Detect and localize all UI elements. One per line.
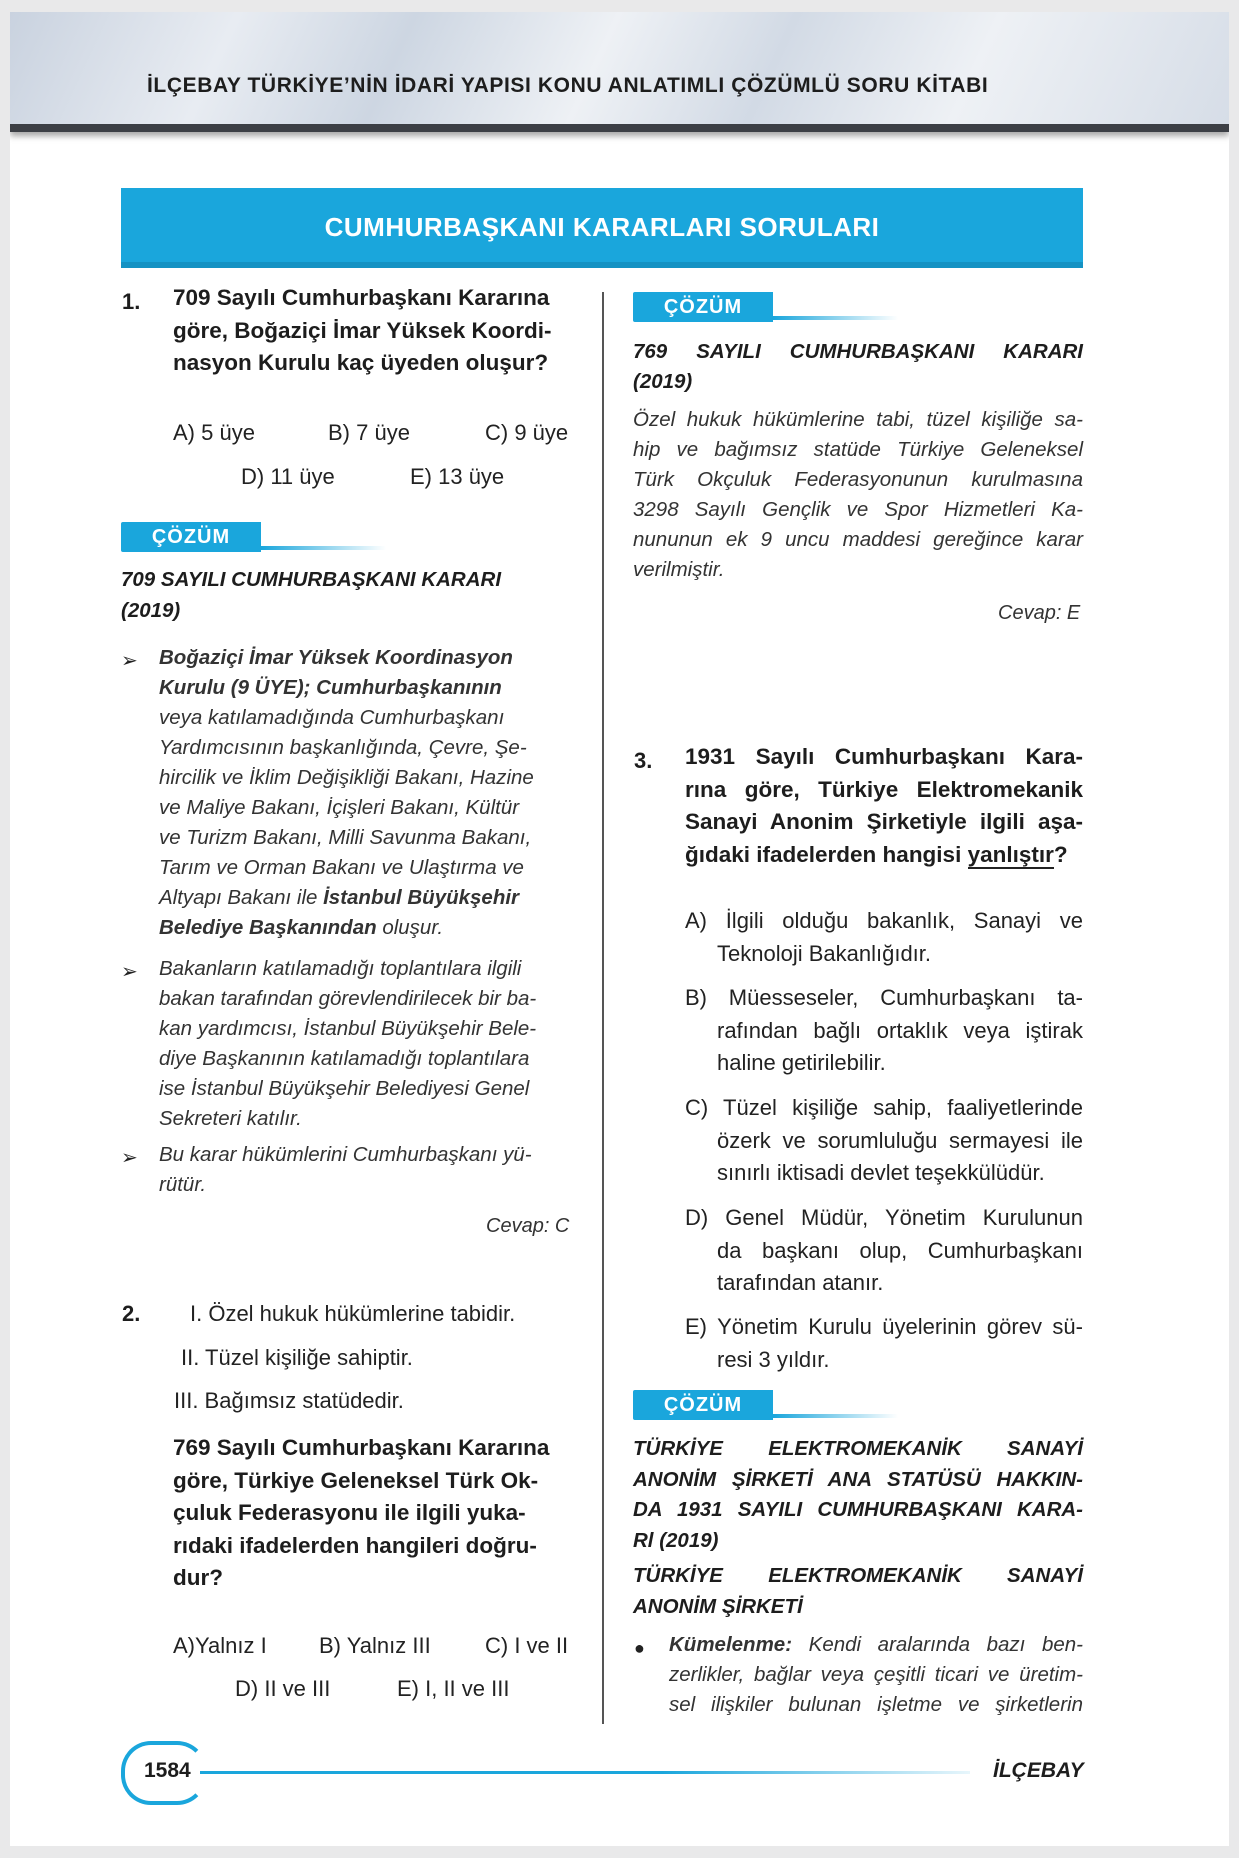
option-line: D) Genel Müdür, Yönetim Kurulunun	[685, 1205, 1083, 1230]
bullet-line: Sekreteri katılır.	[159, 1107, 302, 1130]
q3-option-d[interactable]	[685, 1202, 1083, 1300]
bullet-line: diye Başkanının katılamadığı toplantılara	[159, 1047, 530, 1070]
solution-badge-label: ÇÖZÜM	[663, 296, 743, 318]
bullet-line: ve Turizm Bakanı, Milli Savunma Bakanı,	[159, 826, 532, 849]
question-3-line	[685, 839, 1083, 872]
option-line: özerk ve sorumluluğu sermayesi ile	[717, 1127, 1083, 1153]
q2-option-e[interactable]: E) I, II ve III	[397, 1676, 510, 1701]
bullet-line: bakan tarafından görevlendirilecek bir ba-	[159, 987, 537, 1010]
heading-line: 769 SAYILI CUMHURBAŞKANI KARARI	[633, 340, 1083, 363]
option-line: haline getirilebilir.	[717, 1050, 886, 1075]
question-2-line: dur?	[173, 1565, 223, 1590]
q1-option-a[interactable]: A) 5 üye	[173, 420, 255, 445]
question-2-line: rıdaki ifadelerden hangileri doğru-	[173, 1532, 537, 1558]
plain-text: Altyapı Bakanı ile	[159, 886, 324, 909]
plain-text: ?	[1053, 841, 1068, 867]
heading-line: 709 SAYILI CUMHURBAŞKANI KARARI	[121, 568, 502, 591]
bold-text: Belediye Başkanından	[159, 916, 377, 939]
bullet-line	[159, 913, 583, 943]
heading-line: ANONİM ŞİRKETİ ANA STATÜSÜ HAKKIN-	[633, 1467, 1083, 1491]
q3-option-c[interactable]	[685, 1092, 1083, 1190]
q2-solution-heading-year	[633, 367, 1083, 398]
solution-badge-label: ÇÖZÜM	[663, 1394, 743, 1416]
q1-option-c[interactable]: C) 9 üye	[485, 420, 569, 445]
solution-line: verilmiştir.	[633, 558, 725, 581]
solution-badge-tail	[261, 546, 386, 550]
solution-line: hip ve bağımsız statüde Türkiye Geleneksel	[633, 438, 1083, 461]
option-line: sınırlı iktisadi devlet teşekkülüdür.	[717, 1160, 1045, 1185]
bullet-line: ve Maliye Bakanı, İçişleri Bakanı, Kültür	[159, 796, 520, 819]
q1-bullet-3	[159, 1140, 583, 1200]
bullet-line: hircilik ve İklim Değişikliği Bakanı, Hazine	[159, 766, 534, 789]
underlined-keyword: yanlıştır	[967, 841, 1054, 867]
question-1-line: nasyon Kurulu kaç üyeden oluşur?	[173, 350, 549, 375]
option-line: Teknoloji Bakanlığıdır.	[717, 940, 932, 966]
section-title: CUMHURBAŞKANI KARARLARI SORULARI	[324, 212, 880, 242]
bullet-line: Bu karar hükümlerini Cumhurbaşkanı yü-	[159, 1143, 532, 1166]
plain-text: ğıdaki ifadelerden hangisi	[685, 841, 968, 867]
q1-option-b[interactable]: B) 7 üye	[328, 420, 410, 445]
bullet-line	[669, 1630, 1083, 1660]
solution-line: Özel hukuk hükümlerine tabi, tüzel kişiliğe sa-	[633, 408, 1083, 431]
bullet-line	[159, 673, 583, 703]
solution-line: 3298 Sayılı Gençlik ve Spor Hizmetleri Ka-	[633, 498, 1083, 521]
solution-badge-label: ÇÖZÜM	[151, 526, 231, 548]
bullet-line	[159, 643, 583, 673]
q3-option-b[interactable]	[685, 982, 1083, 1080]
section-header	[121, 188, 1083, 268]
q3-option-e[interactable]	[685, 1311, 1083, 1376]
book-title: İLÇEBAY TÜRKİYE’NİN İDARİ YAPISI KONU ANLATIMLI ÇÖZÜMLÜ SORU KİTABI	[147, 74, 989, 97]
bold-text: Kurulu (9 ÜYE); Cumhurbaşkanının	[159, 676, 502, 699]
q1-answer: Cevap: C	[486, 1215, 570, 1237]
q1-option-d[interactable]: D) 11 üye	[241, 464, 335, 489]
option-line: rafından bağlı ortaklık veya iştirak	[717, 1017, 1083, 1043]
question-2-text	[173, 1432, 583, 1595]
q1-bullet-2	[159, 954, 583, 1134]
q2-option-c[interactable]: C) I ve II	[485, 1633, 569, 1658]
bullet-line	[159, 883, 583, 913]
q2-statement-2: II. Tüzel kişiliğe sahiptir.	[181, 1345, 413, 1370]
option-line: B) Müesseseler, Cumhurbaşkanı ta-	[685, 985, 1083, 1010]
bullet-line: Tarım ve Orman Bakanı ve Ulaştırma ve	[159, 856, 524, 879]
question-1-number: 1.	[122, 289, 141, 314]
solution-line: nununun ek 9 uncu maddesi gereğince karar	[633, 528, 1083, 551]
q2-option-a[interactable]: A)Yalnız I	[173, 1633, 267, 1658]
q2-statement-3: III. Bağımsız statüdedir.	[174, 1388, 404, 1413]
q2-option-d[interactable]: D) II ve III	[235, 1676, 331, 1701]
arrow-bullet-icon: ➢	[121, 650, 138, 672]
heading-line: (2019)	[633, 370, 693, 393]
option-line: tarafından atanır.	[717, 1270, 884, 1295]
q3-solution-heading-1	[633, 1434, 1083, 1556]
question-3-text	[685, 741, 1083, 871]
plain-text: oluşur.	[376, 916, 444, 939]
bold-term: Kümelenme:	[669, 1633, 793, 1656]
heading-line: TÜRKİYE ELEKTROMEKANİK SANAYİ	[633, 1437, 1083, 1460]
bullet-line: Bakanların katılamadığı toplantılara ilgili	[159, 957, 522, 980]
bullet-line: rütür.	[159, 1173, 207, 1196]
bullet-line: sel ilişkiler bulunan işletme ve şirketlerin	[669, 1693, 1083, 1716]
heading-line: DA 1931 SAYILI CUMHURBAŞKANI KARA-	[633, 1498, 1083, 1521]
solution-badge-tail	[773, 1414, 898, 1418]
option-line: resi 3 yıldır.	[717, 1346, 830, 1372]
option-line: A) İlgili olduğu bakanlık, Sanayi ve	[685, 908, 1083, 933]
bullet-line: veya katılamadığında Cumhurbaşkanı	[159, 706, 505, 729]
question-3-line: Sanayi Anonim Şirketiyle ilgili aşa-	[685, 809, 1083, 834]
option-line: C) Tüzel kişiliğe sahip, faaliyetlerinde	[685, 1095, 1083, 1120]
bullet-line: Yardımcısının başkanlığında, Çevre, Şe-	[159, 736, 527, 759]
q3-solution-heading-2	[633, 1561, 1083, 1622]
q2-statement-1: I. Özel hukuk hükümlerine tabidir.	[190, 1301, 516, 1326]
q3-option-a[interactable]	[685, 905, 1083, 970]
arrow-bullet-icon: ➢	[121, 961, 138, 983]
question-3-number: 3.	[634, 748, 653, 773]
heading-line: TÜRKİYE ELEKTROMEKANİK SANAYİ	[633, 1564, 1083, 1587]
heading-line: (2019)	[121, 598, 181, 622]
dot-bullet-icon: ●	[634, 1638, 645, 1658]
bold-text: Boğaziçi İmar Yüksek Koordinasyon	[159, 646, 513, 669]
bullet-line: ise İstanbul Büyükşehir Belediyesi Genel	[159, 1077, 530, 1100]
footer-brand: İLÇEBAY	[993, 1759, 1084, 1782]
option-line: da başkanı olup, Cumhurbaşkanı	[717, 1237, 1083, 1263]
solution-line: Türk Okçuluk Federasyonunun kurulmasına	[633, 468, 1083, 491]
top-banner	[10, 12, 1229, 132]
page-number: 1584	[144, 1759, 191, 1782]
footer-rule	[200, 1771, 970, 1774]
question-1-text	[173, 282, 583, 380]
question-1-line: göre, Boğaziçi İmar Yüksek Koordi-	[173, 317, 552, 343]
q3-solution-bullet	[669, 1630, 1083, 1720]
question-2-line: 769 Sayılı Cumhurbaşkanı Kararına	[173, 1435, 550, 1460]
question-2-number: 2.	[122, 1301, 141, 1326]
question-3-line: rına göre, Türkiye Elektromekanik	[685, 776, 1083, 802]
q2-answer: Cevap: E	[998, 602, 1081, 624]
q1-option-e[interactable]: E) 13 üye	[410, 464, 505, 489]
option-line: E) Yönetim Kurulu üyelerinin görev sü-	[685, 1314, 1083, 1339]
bullet-line: kan yardımcısı, İstanbul Büyükşehir Bele-	[159, 1017, 537, 1040]
heading-line: ANONİM ŞİRKETİ	[633, 1594, 803, 1618]
bold-text: İstanbul Büyükşehir	[323, 886, 520, 909]
heading-line: Rl (2019)	[633, 1528, 719, 1552]
q1-bullet-1	[159, 643, 583, 943]
q3-solution-badge	[633, 1390, 898, 1420]
question-1-line: 709 Sayılı Cumhurbaşkanı Kararına	[173, 285, 550, 310]
q1-solution-badge	[121, 522, 386, 552]
question-2-line: göre, Türkiye Geleneksel Türk Ok-	[173, 1467, 539, 1493]
q2-solution-text	[633, 405, 1083, 585]
q1-solution-heading	[121, 565, 583, 626]
q2-solution-badge	[633, 292, 898, 322]
question-3-line: 1931 Sayılı Cumhurbaşkanı Kara-	[685, 744, 1083, 769]
q2-solution-heading	[633, 337, 1083, 368]
plain-text: Kendi aralarında bazı ben-	[792, 1633, 1083, 1656]
q2-option-b[interactable]: B) Yalnız III	[319, 1633, 431, 1658]
column-divider	[602, 292, 604, 1724]
book-page	[10, 12, 1229, 1846]
bullet-line: zerlikler, bağlar veya çeşitli ticari ve üretim-	[669, 1663, 1083, 1686]
question-2-line: çuluk Federasyonu ile ilgili yuka-	[173, 1500, 526, 1525]
solution-badge-tail	[773, 316, 898, 320]
arrow-bullet-icon: ➢	[121, 1147, 138, 1169]
